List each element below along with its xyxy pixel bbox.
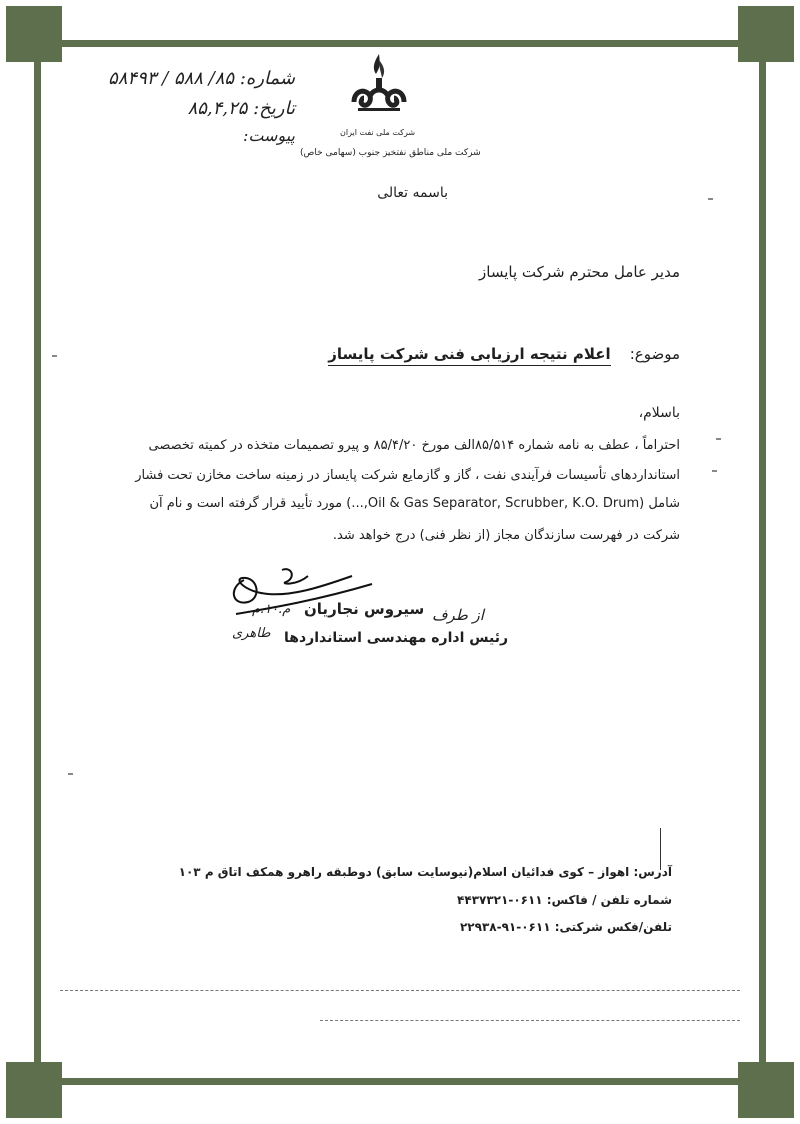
frame-bottom-line [34,1078,766,1085]
scan-speck [52,355,57,357]
scan-speck [68,773,73,775]
footer-tel-value: ۰۶۱۱-۴۴۳۷۳۲۱ [457,893,543,907]
subject-text: اعلام نتیجه ارزیابی فنی شرکت پایساز [328,345,610,366]
frame-corner-top-left [6,6,62,62]
scan-speck [708,198,713,200]
signatory-name: سیروس نجاریان [304,600,425,618]
logo-caption: شرکت ملی نفت ایران [340,128,416,137]
footer-tel-row [457,893,672,907]
footer-address: آدرس: اهواز – کوی فدائیان اسلام(نیوسایت سابق) دوطبقه راهرو همکف اتاق م ۱۰۳ [178,865,672,879]
signature-code: م.۱۰.م [252,602,291,617]
letter-date-row [188,98,295,119]
body-line-3: شامل (Oil & Gas Separator, Scrubber, K.O. Drum,...) مورد تأیید قرار گرفته است و نام آن [149,496,680,511]
frame-corner-bottom-right [738,1062,794,1118]
nioc-logo-icon [348,52,410,132]
frame-corner-top-right [738,6,794,62]
letter-number-row [108,68,295,89]
scan-speck [716,438,721,440]
frame-right-line [759,40,766,1085]
footer-company-tel-label: تلفن/فکس شرکتی: [554,920,672,934]
salutation-top: باسمه تعالی [377,185,448,201]
subject-label: موضوع: [629,345,680,363]
frame-corner-bottom-left [6,1062,62,1118]
letter-date-label: تاریخ: [253,98,295,119]
footer-tel-label: شماره تلفن / فاکس: [546,893,672,907]
letter-attachment-label: پیوست: [242,126,295,145]
nioc-logo [348,52,410,132]
frame-top-line [34,40,766,47]
greeting: باسلام، [638,405,680,421]
letter-number-label: شماره: [239,68,295,89]
margin-mark [660,828,661,870]
frame-left-line [34,40,41,1085]
scan-speck [712,470,717,472]
signatory-title: رئیس اداره مهندسی استانداردها [284,630,509,646]
body-line-1: احتراماً ، عطف به نامه شماره ۸۵/۵۱۴الف مورخ ۸۵/۴/۲۰ و پیرو تصمیمات متخذه در کمیته تخصصی [148,438,680,453]
company-name: شرکت ملی مناطق نفتخیز جنوب (سهامی خاص) [300,148,481,158]
footer-company-tel-row [460,920,672,934]
signature-for: طاهری [232,626,271,641]
letter-number-value: ۸۵/ ۵۸۸ / ۵۸۴۹۳ [108,68,235,89]
scan-artifact-line [60,990,740,991]
subject-row [328,345,680,363]
recipient-line: مدیر عامل محترم شرکت پایساز [479,263,680,281]
letter-date-value: ۸۵,۴,۲۵ [187,98,248,119]
signature-note: از طرف [432,606,484,624]
scan-artifact-line-2 [320,1020,740,1021]
body-line-4: شرکت در فهرست سازندگان مجاز (از نظر فنی) درج خواهد شد. [332,528,680,543]
body-line-2: استانداردهای تأسیسات فرآیندی نفت ، گاز و گازمایع شرکت پایساز در زمینه ساخت مخازن تحت فشار [135,468,680,483]
footer-company-tel-value: ۰۶۱۱-۹۱-۲۲۹۳۸ [459,920,551,934]
